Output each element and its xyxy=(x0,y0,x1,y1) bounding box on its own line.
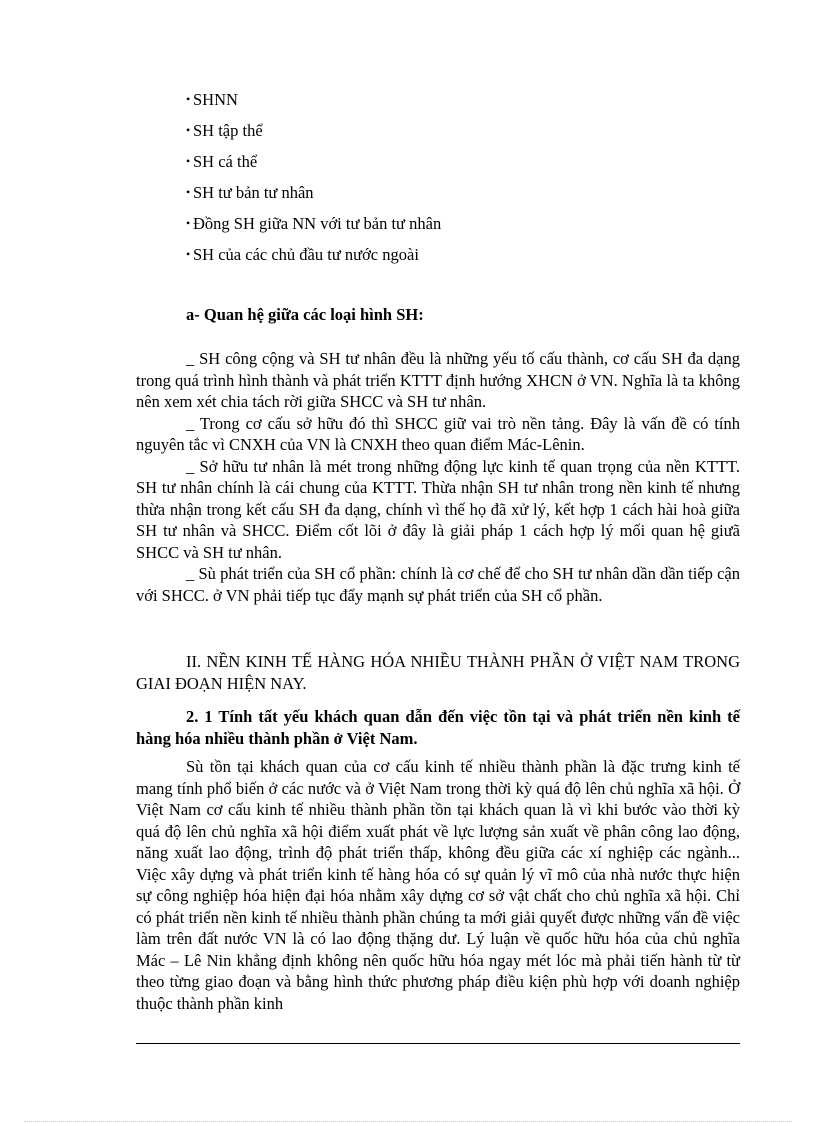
section-a-body xyxy=(136,348,740,606)
section-2-1-heading: 2. 1 Tính tất yếu khách quan dẫn đến việc tồn tại và phát triển nền kinh tế hàng hóa nhiều thành phần ở Việt Nam. xyxy=(136,707,740,748)
list-item: • SH của các chủ đầu tư nước ngoài xyxy=(186,239,441,270)
paragraph: _ Sù phát triển của SH cổ phần: chính là cơ chế để cho SH tư nhân dần dần tiếp cận với SHCC. ở VN phải tiếp tục đẩy mạnh sự phát triển của SH cổ phần. xyxy=(136,564,740,605)
list-item: • SHNN xyxy=(186,84,441,115)
footer-rule xyxy=(136,1043,740,1044)
section-2-1-body xyxy=(136,756,740,1014)
list-item: • Đồng SH giữa NN với tư bản tư nhân xyxy=(186,208,441,239)
paragraph: _ Sở hữu tư nhân là mét trong những động lực kinh tế quan trọng của nền KTTT. SH tư nhân chính là cái chung của KTTT. Thừa nhận SH tư nhân trong nền kinh tế nhưng thừa nhận trong kết cấu SH đa dạng, chính vì thế họ đã xử lý, kết hợp 1 cách hài hoà giữa SH tư nhân và SHCC. Điểm cốt lõi ở đây là giải pháp 1 cách hợp lý mối quan hệ giưã SHCC và SH tư nhân. xyxy=(136,456,740,562)
bullet-icon: • xyxy=(186,247,191,261)
list-item: • SH cá thể xyxy=(186,146,441,177)
paragraph: Sù tồn tại khách quan của cơ cấu kinh tế nhiều thành phần là đặc trưng kinh tế mang tính phổ biến ở các nước và ở Việt Nam trong thời kỳ quá độ lên chủ nghĩa xã hội. Ở Việt Nam cơ cấu kinh tế nhiều thành phần tồn tại khách quan là vì khi bước vào thời kỳ quá độ lên chủ nghĩa xã hội điểm xuất phát về lực lượng sản xuất về phân công lao động, năng xuất lao động, trình độ phát triển thấp, không đều giữa các xí nghiệp các ngành... Việc xây dựng và phát triển kinh tế hàng hóa có sự quản lý vĩ mô của nhà nước thực hiện sự công nghiệp hóa hiện đại hóa nhằm xây dựng cơ sở vật chất cho chủ nghĩa xã hội. Chỉ có phát triển nền kinh tế nhiều thành phần chúng ta mới giải quyết được những vấn đề việc làm trên đất nước VN là có lao động thặng dư. Lý luận về quốc hữu hóa của chủ nghĩa Mác – Lê Nin khẳng định không nên quốc hữu hóa ngay mét lóc mà phải tiến hành từ từ theo từng giao đoạn và bằng hình thức phương pháp điều kiện phù hợp với doanh nghiệp thuộc thành phần kinh xyxy=(136,757,740,1013)
paragraph: _ Trong cơ cấu sở hữu đó thì SHCC giữ vai trò nền tảng. Đây là vấn đề có tính nguyên tắc vì CNXH của VN là CNXH theo quan điểm Mác-Lênin. xyxy=(136,413,740,454)
section-2-heading: II. NỀN KINH TẾ HÀNG HÓA NHIỀU THÀNH PHẦN Ở VIỆT NAM TRONG GIAI ĐOẠN HIỆN NAY. xyxy=(136,652,740,693)
bullet-icon: • xyxy=(186,123,191,137)
list-item: • SH tập thể xyxy=(186,115,441,146)
ownership-type-list xyxy=(186,84,441,270)
bullet-icon: • xyxy=(186,154,191,168)
bullet-icon: • xyxy=(186,185,191,199)
bullet-icon: • xyxy=(186,92,191,106)
section-a-heading: a- Quan hệ giữa các loại hình SH: xyxy=(186,305,424,324)
paragraph: _ SH công cộng và SH tư nhân đều là những yếu tố cấu thành, cơ cấu SH đa dạng trong quá trình hình thành và phát triển KTTT định hướng XHCN ở VN. Nghĩa là ta không nên xem xét chia tách rời giữa SHCC và SH tư nhân. xyxy=(136,349,740,411)
bullet-icon: • xyxy=(186,216,191,230)
page-edge-divider xyxy=(24,1121,792,1122)
list-item: • SH tư bản tư nhân xyxy=(186,177,441,208)
